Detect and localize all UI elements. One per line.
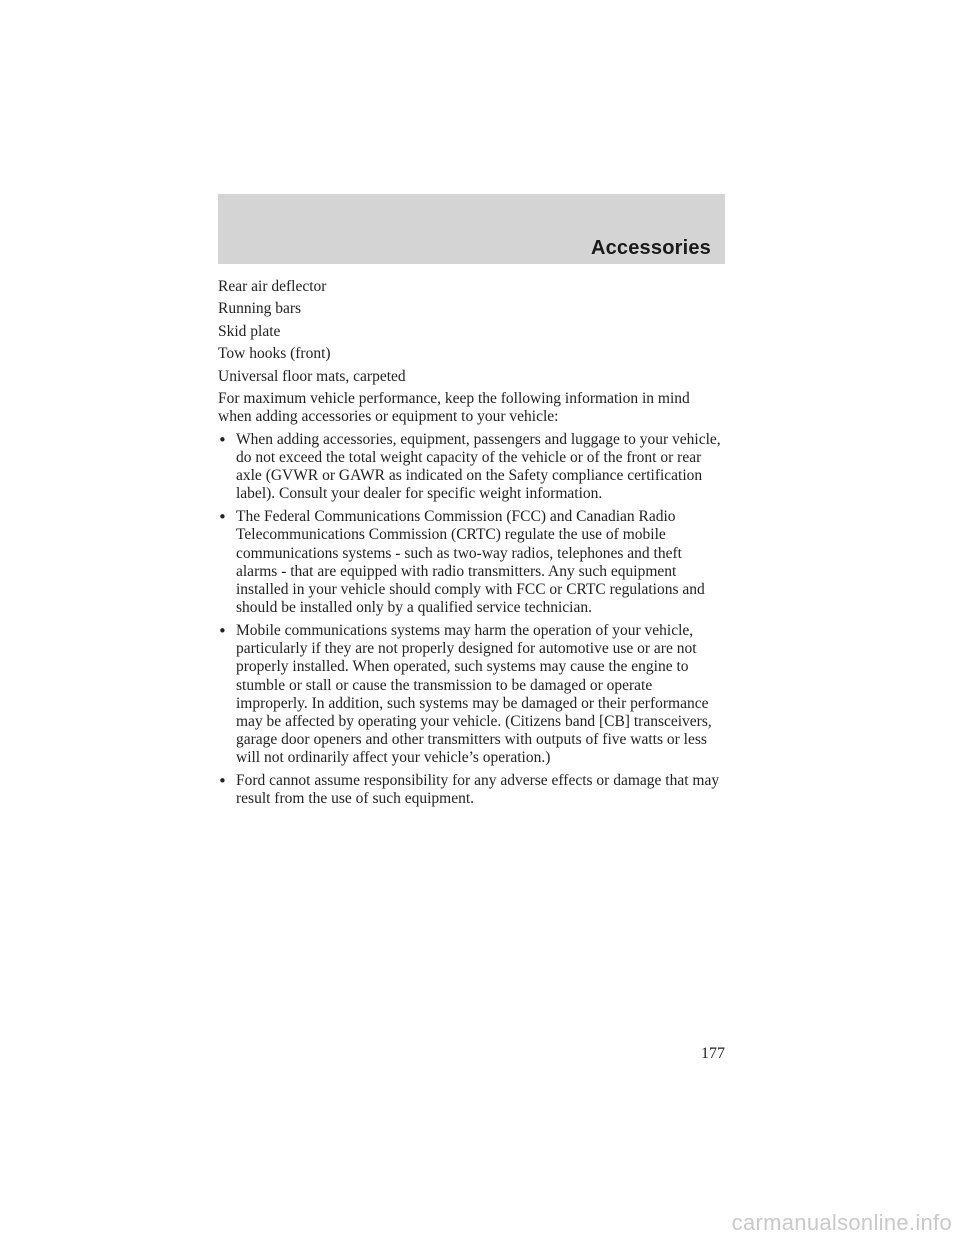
bullet-text: Ford cannot assume responsibility for any adverse effects or damage that may result from the use of such equipment. <box>236 772 720 808</box>
bullet-icon: • <box>218 430 227 449</box>
bullet-text: When adding accessories, equipment, passengers and luggage to your vehicle, do not exceed the total weight capacity of the vehicle or of the front or rear axle (GVWR or GAWR as indicated on the Safety compliance certification label). Consult your dealer for specific weight information. <box>236 430 721 503</box>
bullet-icon: • <box>218 772 227 791</box>
section-header-band <box>218 194 725 264</box>
bullet-icon: • <box>218 621 227 640</box>
accessory-item: Universal floor mats, carpeted <box>218 367 406 385</box>
page-content <box>218 278 725 813</box>
bullet-text: Mobile communications systems may harm the operation of your vehicle, particularly if they are not properly designed for automotive use or are not properly installed. When operated, such systems may cause the engine to stumble or stall or cause the transmission to be damaged or operate improperly. In addition, such systems may be damaged or their performance may be affected by operating your vehicle. (Citizens band [CB] transceivers, garage door openers and other transmitters with outputs of five watts or less will not ordinarily affect your vehicle’s operation.) <box>236 621 712 767</box>
accessory-item: Rear air deflector <box>218 278 327 295</box>
accessory-item: Running bars <box>218 300 302 318</box>
bullet-item <box>218 622 725 768</box>
accessory-item: Skid plate <box>218 322 281 340</box>
bullet-text: The Federal Communications Commission (FCC) and Canadian Radio Telecommunications Commission (CRTC) regulate the use of mobile communications systems - such as two-way radios, telephones and theft alarms - that are equipped with radio transmitters. Any such equipment installed in your vehicle should comply with FCC or CRTC regulations and should be installed only by a qualified service technician. <box>236 508 705 617</box>
intro-paragraph: For maximum vehicle performance, keep the following information in mind when adding accessories or equipment to your vehicle: <box>218 389 690 426</box>
bullet-item <box>218 508 725 617</box>
bullet-item <box>218 431 725 504</box>
section-title: Accessories <box>590 237 711 259</box>
page-number: 177 <box>701 1045 725 1062</box>
bullet-item <box>218 772 725 808</box>
bullet-list <box>218 431 725 809</box>
accessory-item: Tow hooks (front) <box>218 345 331 363</box>
watermark: carmanualsonline.info <box>731 1210 952 1235</box>
bullet-icon: • <box>218 508 227 527</box>
